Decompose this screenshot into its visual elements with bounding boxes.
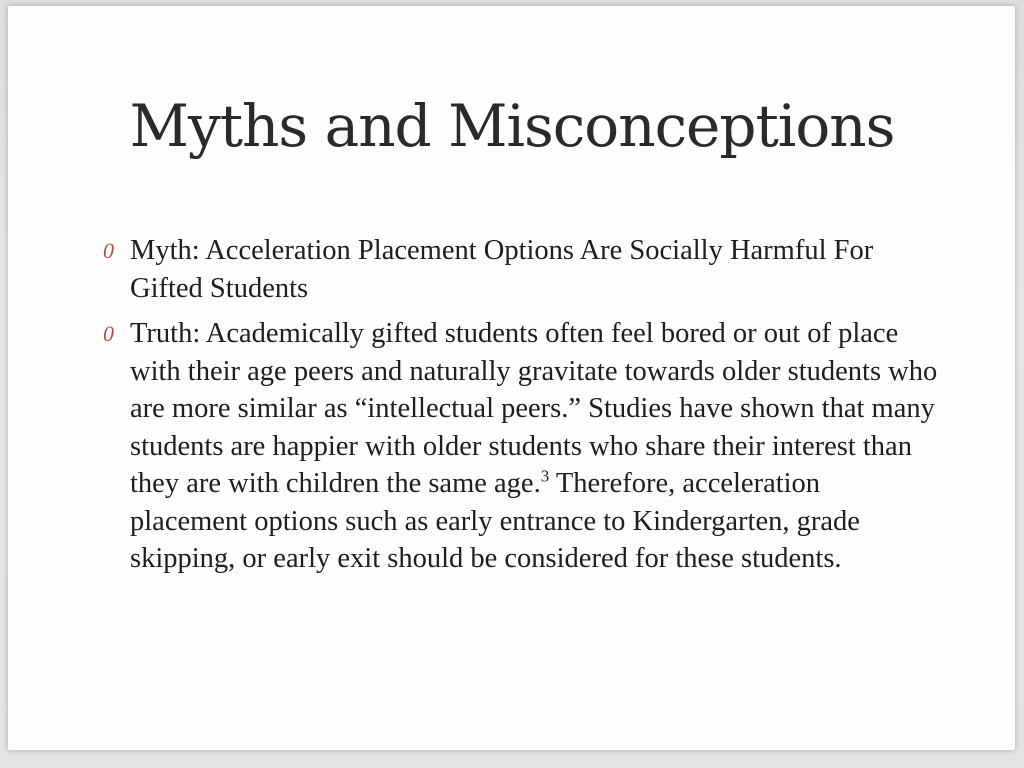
citation-superscript: 3 bbox=[540, 466, 550, 486]
bullet-list bbox=[100, 232, 940, 586]
bullet-myth bbox=[100, 232, 940, 307]
bullet-marker-icon: 0 bbox=[103, 321, 114, 346]
bullet-truth bbox=[100, 315, 940, 578]
bullet-text-continued: Therefore, acceleration placement options such as early entrance to Kindergarten, grade skipping, or early exit should be considered for these students. bbox=[130, 468, 860, 574]
bullet-marker-icon: 0 bbox=[103, 238, 114, 263]
slide-title: Myths and Misconceptions bbox=[129, 92, 895, 160]
bullet-text: Myth: Acceleration Placement Options Are Socially Harmful For Gifted Students bbox=[130, 235, 874, 304]
bullet-text: Truth: Academically gifted students often feel bored or out of place with their age peers and naturally gravitate towards older students who are more similar as “intellectual peers.” Studies have shown that many students are happier with older students who share their interest than they are with children the same age. bbox=[130, 318, 938, 499]
